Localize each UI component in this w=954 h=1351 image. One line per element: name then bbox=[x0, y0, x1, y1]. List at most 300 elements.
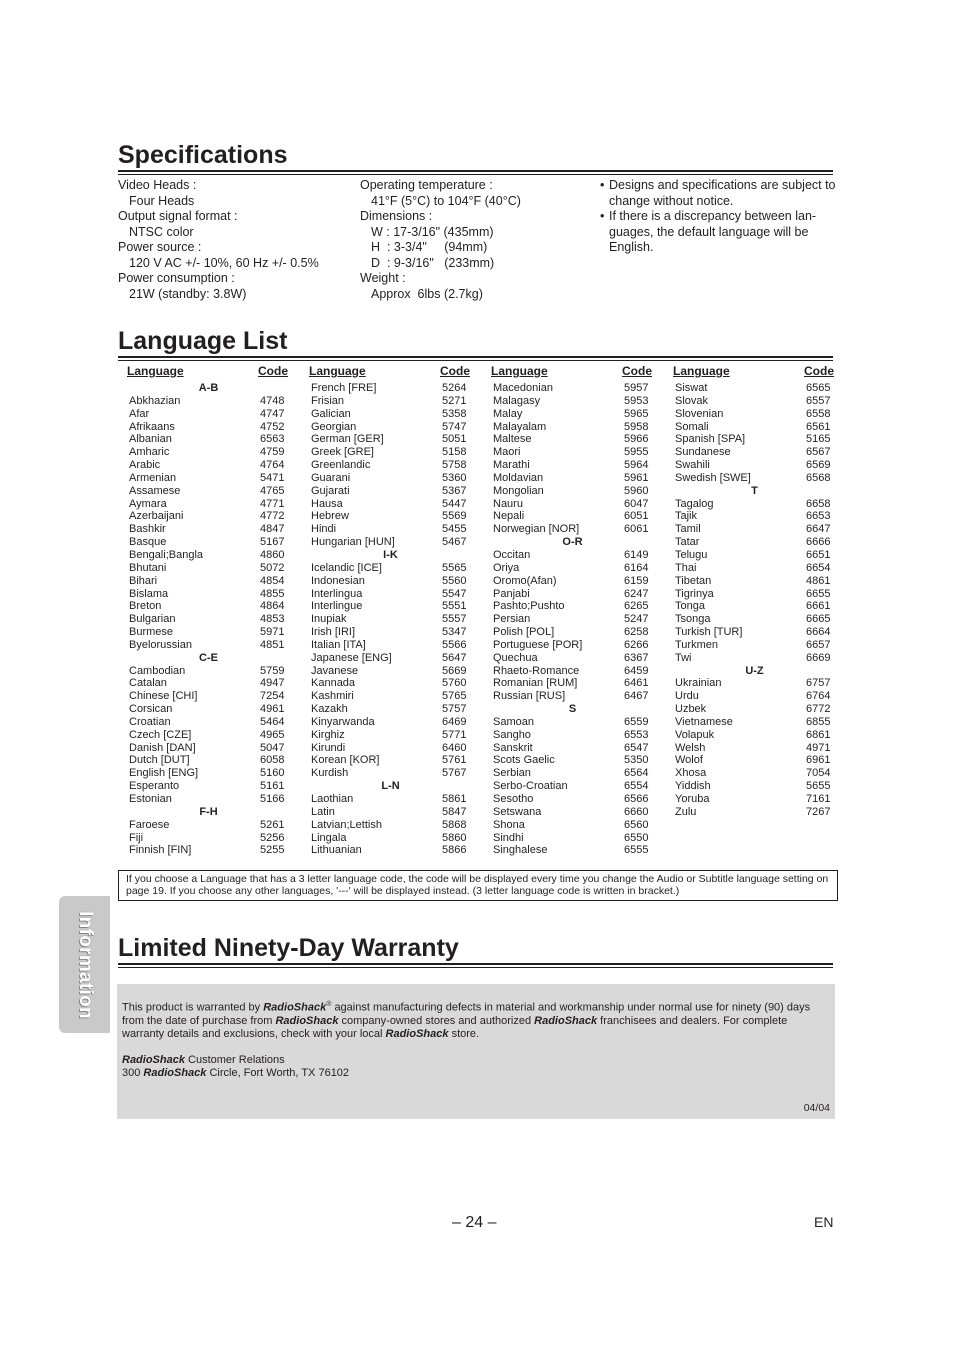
language-name: Turkish [TUR] bbox=[675, 626, 743, 639]
language-name: Icelandic [ICE] bbox=[311, 561, 382, 574]
language-row bbox=[482, 433, 652, 446]
language-code: 6247 bbox=[624, 587, 649, 600]
language-name: Turkmen bbox=[675, 638, 718, 651]
language-name: Bengali;Bangla bbox=[129, 548, 204, 561]
language-row bbox=[482, 421, 652, 434]
language-name: Russian [RUS] bbox=[493, 690, 566, 703]
language-name: Nauru bbox=[493, 497, 523, 510]
language-name: Twi bbox=[675, 651, 692, 664]
language-row bbox=[118, 408, 288, 421]
brand-name: RadioShack bbox=[275, 1014, 339, 1027]
language-row bbox=[300, 819, 470, 832]
language-code: 4947 bbox=[260, 677, 285, 690]
language-name: Norwegian [NOR] bbox=[493, 523, 580, 536]
language-name: Interlingua bbox=[311, 587, 363, 600]
language-code: 5367 bbox=[442, 484, 467, 497]
language-row bbox=[300, 575, 470, 588]
language-row bbox=[482, 806, 652, 819]
language-name: Latvian;Lettish bbox=[311, 818, 382, 831]
language-code: 6961 bbox=[806, 754, 831, 767]
spec-note: • Designs and specifications are subject to change without notice. bbox=[600, 178, 836, 209]
language-row bbox=[118, 844, 288, 857]
language-row bbox=[482, 626, 652, 639]
language-code: 6058 bbox=[260, 754, 285, 767]
language-row bbox=[300, 459, 470, 472]
warranty-text bbox=[122, 998, 832, 1080]
language-column-1 bbox=[118, 364, 288, 857]
language-code: 4855 bbox=[260, 587, 285, 600]
language-name: Abkhazian bbox=[129, 394, 181, 407]
language-name: Swedish [SWE] bbox=[675, 471, 751, 484]
language-list-rule-thin bbox=[118, 360, 833, 361]
language-row bbox=[300, 716, 470, 729]
language-name: Esperanto bbox=[129, 780, 180, 793]
language-name: Uzbek bbox=[675, 703, 707, 716]
language-code: 6657 bbox=[806, 638, 831, 651]
language-code: 5759 bbox=[260, 664, 285, 677]
language-row bbox=[482, 523, 652, 536]
brand-name: RadioShack bbox=[263, 1001, 327, 1014]
language-name: Bhutani bbox=[129, 561, 167, 574]
language-code: 6566 bbox=[624, 793, 649, 805]
language-name: Volapuk bbox=[675, 728, 715, 741]
language-code: 5958 bbox=[624, 420, 649, 433]
spec-value: H : 3-3/4" (94mm) bbox=[371, 240, 488, 254]
language-name: Welsh bbox=[675, 741, 706, 754]
language-row bbox=[482, 382, 652, 395]
language-name: Tagalog bbox=[675, 497, 714, 510]
language-row bbox=[300, 498, 470, 511]
language-row bbox=[664, 421, 834, 434]
language-code: 5551 bbox=[442, 600, 467, 613]
language-row bbox=[664, 806, 834, 819]
language-code: 4847 bbox=[260, 523, 285, 536]
language-row bbox=[482, 742, 652, 755]
language-group-heading: L-N bbox=[381, 780, 400, 793]
language-row bbox=[118, 536, 288, 549]
language-row bbox=[300, 395, 470, 408]
language-name: Yoruba bbox=[675, 793, 710, 805]
language-name: Maltese bbox=[493, 433, 532, 446]
language-name: Pashto;Pushto bbox=[493, 600, 565, 613]
language-name: Siswat bbox=[675, 382, 708, 394]
language-code: 6665 bbox=[806, 613, 831, 626]
language-code: 5765 bbox=[442, 690, 467, 703]
spec-label: Power source : bbox=[118, 240, 202, 254]
language-code: 4772 bbox=[260, 510, 285, 523]
language-row bbox=[482, 510, 652, 523]
language-name: Breton bbox=[129, 600, 162, 613]
language-row bbox=[300, 588, 470, 601]
language-name: Bihari bbox=[129, 574, 158, 587]
language-code: 5861 bbox=[442, 793, 467, 805]
language-name: Moldavian bbox=[493, 471, 544, 484]
header-code: Code bbox=[440, 364, 470, 378]
language-code: 5760 bbox=[442, 677, 467, 690]
language-row bbox=[300, 382, 470, 395]
language-name: Samoan bbox=[493, 715, 534, 728]
language-row bbox=[664, 652, 834, 665]
warranty-text-b: against manufacturing defects in material and workmanship under normal use for ninety (90) days from the date of purchase from bbox=[122, 1001, 811, 1027]
language-column-3 bbox=[482, 364, 652, 857]
language-code: 5166 bbox=[260, 793, 285, 805]
language-code: 5161 bbox=[260, 780, 285, 793]
language-code: 6258 bbox=[624, 626, 649, 639]
language-name: Georgian bbox=[311, 420, 357, 433]
language-name: Catalan bbox=[129, 677, 167, 690]
language-name: Sesotho bbox=[493, 793, 534, 805]
language-code: 5247 bbox=[624, 613, 649, 626]
language-code: 5051 bbox=[442, 433, 467, 446]
language-row bbox=[118, 510, 288, 523]
language-name: Slovenian bbox=[675, 407, 724, 420]
language-name: Tatar bbox=[675, 536, 700, 549]
language-name: Lingala bbox=[311, 831, 347, 844]
language-name: Romanian [RUM] bbox=[493, 677, 578, 690]
language-code: 6159 bbox=[624, 574, 649, 587]
language-code: 6550 bbox=[624, 831, 649, 844]
language-row bbox=[664, 677, 834, 690]
language-row bbox=[118, 742, 288, 755]
language-column-header bbox=[482, 364, 652, 378]
language-name: Nepali bbox=[493, 510, 525, 523]
spec-label: Dimensions : bbox=[360, 209, 433, 223]
language-code: 4752 bbox=[260, 420, 285, 433]
language-code: 6558 bbox=[806, 407, 831, 420]
language-name: Malagasy bbox=[493, 394, 541, 407]
language-row bbox=[300, 742, 470, 755]
language-code: 5847 bbox=[442, 805, 467, 818]
language-code: 6647 bbox=[806, 523, 831, 536]
warranty-contact bbox=[122, 1054, 832, 1080]
language-name: Corsican bbox=[129, 703, 173, 716]
language-code: 5757 bbox=[442, 703, 467, 716]
language-row bbox=[118, 819, 288, 832]
language-code: 6855 bbox=[806, 715, 831, 728]
language-name: Mongolian bbox=[493, 484, 544, 497]
language-code: 4851 bbox=[260, 638, 285, 651]
language-code: 6553 bbox=[624, 728, 649, 741]
language-code: 5160 bbox=[260, 767, 285, 780]
language-name: Gujarati bbox=[311, 484, 350, 497]
language-row bbox=[118, 626, 288, 639]
language-row bbox=[664, 472, 834, 485]
language-row bbox=[664, 703, 834, 716]
language-row bbox=[664, 742, 834, 755]
language-name: Azerbaijani bbox=[129, 510, 184, 523]
language-column-header bbox=[118, 364, 288, 378]
language-name: Irish [IRI] bbox=[311, 626, 356, 639]
language-row bbox=[664, 523, 834, 536]
spec-value: 120 V AC +/- 10%, 60 Hz +/- 0.5% bbox=[129, 255, 319, 270]
language-row bbox=[482, 690, 652, 703]
language-code: 4748 bbox=[260, 394, 285, 407]
language-name: Bashkir bbox=[129, 523, 166, 536]
language-code: 6764 bbox=[806, 690, 831, 703]
language-code: 6559 bbox=[624, 715, 649, 728]
language-row bbox=[664, 408, 834, 421]
language-name: Kashmiri bbox=[311, 690, 354, 703]
language-name: Latin bbox=[311, 805, 335, 818]
language-list-rule bbox=[118, 356, 833, 358]
header-language: Language bbox=[127, 364, 184, 378]
language-code: 6658 bbox=[806, 497, 831, 510]
header-code: Code bbox=[258, 364, 288, 378]
language-name: Kurdish bbox=[311, 767, 349, 780]
language-name: Setswana bbox=[493, 805, 542, 818]
language-row bbox=[482, 613, 652, 626]
language-name: Swahili bbox=[675, 459, 710, 472]
language-code: 5669 bbox=[442, 664, 467, 677]
language-name: Sangho bbox=[493, 728, 531, 741]
language-name: Ukrainian bbox=[675, 677, 722, 690]
spec-value: NTSC color bbox=[129, 224, 194, 239]
language-name: Tonga bbox=[675, 600, 705, 613]
warranty-paragraph bbox=[122, 998, 832, 1041]
language-code: 5966 bbox=[624, 433, 649, 446]
language-name: Kirundi bbox=[311, 741, 346, 754]
header-code: Code bbox=[622, 364, 652, 378]
language-code: 6460 bbox=[442, 741, 467, 754]
language-row bbox=[482, 652, 652, 665]
language-code: 7054 bbox=[806, 767, 831, 780]
language-name: Quechua bbox=[493, 651, 538, 664]
language-row bbox=[482, 408, 652, 421]
contact-line-1 bbox=[122, 1054, 832, 1067]
language-group-heading: T bbox=[751, 484, 758, 497]
language-code: 4971 bbox=[806, 741, 831, 754]
page-language: EN bbox=[814, 1214, 834, 1230]
language-row bbox=[300, 562, 470, 575]
language-row bbox=[664, 780, 834, 793]
warranty-text-e: store. bbox=[451, 1027, 480, 1040]
language-group-heading: S bbox=[568, 703, 577, 716]
language-name: Burmese bbox=[129, 626, 174, 639]
specifications-rule-thin bbox=[118, 174, 833, 175]
language-row bbox=[118, 498, 288, 511]
language-code: 4860 bbox=[260, 548, 285, 561]
language-code: 5565 bbox=[442, 561, 467, 574]
language-row bbox=[482, 600, 652, 613]
language-name: Cambodian bbox=[129, 664, 186, 677]
language-row bbox=[118, 780, 288, 793]
language-row bbox=[664, 600, 834, 613]
language-name: Urdu bbox=[675, 690, 699, 703]
language-name: Xhosa bbox=[675, 767, 707, 780]
language-code: 6554 bbox=[624, 780, 649, 793]
contact-address: Circle, Fort Worth, TX 76102 bbox=[209, 1066, 350, 1079]
language-name: Tajik bbox=[675, 510, 698, 523]
language-row bbox=[118, 421, 288, 434]
language-list-title: Language List bbox=[118, 327, 288, 355]
language-name: Kannada bbox=[311, 677, 356, 690]
language-code: 6469 bbox=[442, 715, 467, 728]
language-code: 5868 bbox=[442, 818, 467, 831]
language-name: English [ENG] bbox=[129, 767, 199, 780]
contact-line-2 bbox=[122, 1067, 832, 1080]
language-code: 5471 bbox=[260, 471, 285, 484]
spec-value: Four Heads bbox=[129, 193, 195, 208]
spec-label: Output signal format : bbox=[118, 209, 238, 223]
language-row bbox=[118, 523, 288, 536]
language-column-header bbox=[664, 364, 834, 378]
language-name: Telugu bbox=[675, 548, 708, 561]
language-name: Occitan bbox=[493, 548, 531, 561]
language-row bbox=[118, 832, 288, 845]
language-code: 6561 bbox=[806, 420, 831, 433]
language-name: Indonesian bbox=[311, 574, 365, 587]
language-name: Serbo-Croatian bbox=[493, 780, 568, 793]
language-code: 5072 bbox=[260, 561, 285, 574]
language-name: Hausa bbox=[311, 497, 343, 510]
language-code: 5761 bbox=[442, 754, 467, 767]
language-row bbox=[118, 793, 288, 806]
language-row bbox=[300, 472, 470, 485]
brand-name: RadioShack bbox=[122, 1053, 185, 1066]
language-code: 6266 bbox=[624, 638, 649, 651]
language-code: 4771 bbox=[260, 497, 285, 510]
language-code: 4764 bbox=[260, 459, 285, 472]
language-code: 5557 bbox=[442, 613, 467, 626]
language-row bbox=[300, 703, 470, 716]
language-code: 6565 bbox=[806, 382, 831, 394]
spec-label: Weight : bbox=[360, 271, 406, 285]
language-code-note: If you choose a Language that has a 3 letter language code, the code will be displayed every time you change the Audio or Subtitle language setting on page 19. If you choose any other languages, '---' will be displayed instead. (3 letter language code is written in bracket.) bbox=[118, 870, 838, 901]
language-row bbox=[300, 690, 470, 703]
spec-notes bbox=[600, 178, 836, 256]
language-code: 5771 bbox=[442, 728, 467, 741]
language-code: 5860 bbox=[442, 831, 467, 844]
language-row bbox=[664, 793, 834, 806]
language-name: Hindi bbox=[311, 523, 337, 536]
language-name: Bislama bbox=[129, 587, 169, 600]
language-name: Portuguese [POR] bbox=[493, 638, 583, 651]
language-row bbox=[118, 446, 288, 459]
language-name: Galician bbox=[311, 407, 351, 420]
language-group-heading: F-H bbox=[199, 805, 218, 818]
language-code: 5467 bbox=[442, 536, 467, 549]
language-name: Oriya bbox=[493, 561, 520, 574]
language-group-heading: A-B bbox=[198, 382, 219, 394]
language-row bbox=[118, 754, 288, 767]
language-row bbox=[664, 626, 834, 639]
language-name: Afrikaans bbox=[129, 420, 175, 433]
language-name: Sindhi bbox=[493, 831, 524, 844]
language-row bbox=[482, 767, 652, 780]
header-code: Code bbox=[804, 364, 834, 378]
language-row bbox=[118, 472, 288, 485]
language-name: Aymara bbox=[129, 497, 167, 510]
registered-mark: ® bbox=[326, 1001, 332, 1008]
language-row bbox=[664, 459, 834, 472]
language-name: Guarani bbox=[311, 471, 351, 484]
language-row bbox=[664, 536, 834, 549]
header-language: Language bbox=[491, 364, 548, 378]
language-code: 5955 bbox=[624, 446, 649, 459]
language-code: 6051 bbox=[624, 510, 649, 523]
header-language: Language bbox=[309, 364, 366, 378]
language-name: Albanian bbox=[129, 433, 172, 446]
language-code: 5047 bbox=[260, 741, 285, 754]
language-row bbox=[118, 729, 288, 742]
information-tab bbox=[59, 896, 110, 1033]
language-row bbox=[482, 575, 652, 588]
language-row bbox=[482, 819, 652, 832]
language-code: 6654 bbox=[806, 561, 831, 574]
language-name: Kirghiz bbox=[311, 728, 345, 741]
language-row bbox=[482, 549, 652, 562]
language-name: Estonian bbox=[129, 793, 172, 805]
language-code: 6861 bbox=[806, 728, 831, 741]
language-name: Scots Gaelic bbox=[493, 754, 555, 767]
language-name: Faroese bbox=[129, 818, 170, 831]
language-name: Croatian bbox=[129, 715, 171, 728]
language-name: Basque bbox=[129, 536, 167, 549]
language-row bbox=[300, 639, 470, 652]
language-code: 5747 bbox=[442, 420, 467, 433]
language-name: Slovak bbox=[675, 394, 709, 407]
language-row bbox=[664, 395, 834, 408]
language-name: Vietnamese bbox=[675, 715, 733, 728]
spec-label: Video Heads : bbox=[118, 178, 197, 192]
language-code: 5655 bbox=[806, 780, 831, 793]
language-row bbox=[118, 767, 288, 780]
language-row bbox=[300, 626, 470, 639]
language-name: Lithuanian bbox=[311, 844, 362, 857]
language-code: 6568 bbox=[806, 471, 831, 484]
language-row bbox=[300, 832, 470, 845]
warranty-text-a: This product is warranted by bbox=[122, 1001, 261, 1014]
language-row bbox=[300, 844, 470, 857]
language-code: 6461 bbox=[624, 677, 649, 690]
language-row bbox=[300, 677, 470, 690]
language-code: 5255 bbox=[260, 844, 285, 857]
language-row bbox=[118, 485, 288, 498]
language-code: 5350 bbox=[624, 754, 649, 767]
language-code: 5965 bbox=[624, 407, 649, 420]
spec-label: Power consumption : bbox=[118, 271, 235, 285]
language-code: 6563 bbox=[260, 433, 285, 446]
language-code: 6547 bbox=[624, 741, 649, 754]
language-code: 5957 bbox=[624, 382, 649, 394]
language-row bbox=[482, 793, 652, 806]
language-row bbox=[300, 523, 470, 536]
language-code: 6047 bbox=[624, 497, 649, 510]
brand-name: RadioShack bbox=[385, 1027, 449, 1040]
language-code: 4747 bbox=[260, 407, 285, 420]
language-code: 5971 bbox=[260, 626, 285, 639]
language-code: 5264 bbox=[442, 382, 467, 394]
language-name: Javanese bbox=[311, 664, 359, 677]
language-code: 6569 bbox=[806, 459, 831, 472]
language-code: 5464 bbox=[260, 715, 285, 728]
language-name: Greek [GRE] bbox=[311, 446, 374, 459]
language-name: Yiddish bbox=[675, 780, 711, 793]
language-name: Wolof bbox=[675, 754, 703, 767]
language-name: Tibetan bbox=[675, 574, 712, 587]
language-row bbox=[664, 639, 834, 652]
language-name: Panjabi bbox=[493, 587, 530, 600]
language-row bbox=[482, 729, 652, 742]
language-code: 5447 bbox=[442, 497, 467, 510]
information-tab-label: Information bbox=[74, 910, 96, 1019]
language-row bbox=[300, 536, 470, 549]
language-row bbox=[300, 767, 470, 780]
spec-value: 41°F (5°C) to 104°F (40°C) bbox=[371, 193, 521, 208]
language-code: 5866 bbox=[442, 844, 467, 857]
contact-street-number: 300 bbox=[122, 1066, 141, 1079]
language-row bbox=[482, 472, 652, 485]
